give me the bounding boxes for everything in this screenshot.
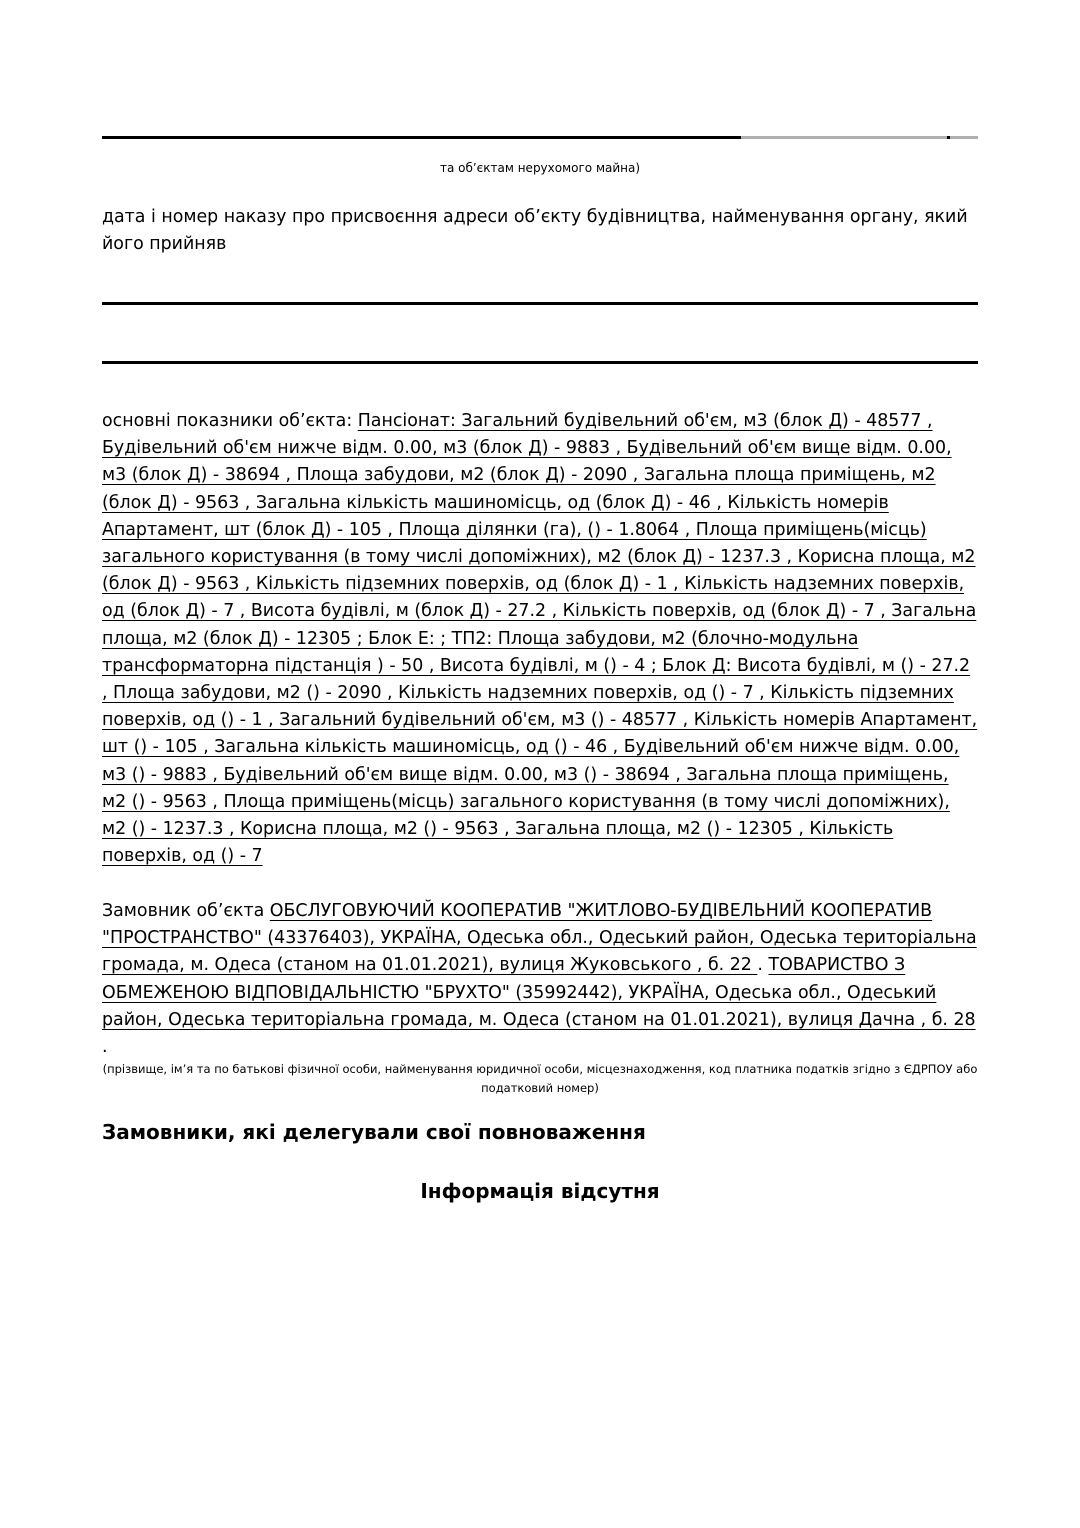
order-label: дата і номер наказу про присвоєння адреси об’єкту будівництва, найменування органу, який його прийняв <box>102 207 968 255</box>
order-rule-1 <box>102 302 978 305</box>
delegated-heading: Замовники, які делегували свої повноваження <box>102 1120 646 1144</box>
top-rule-dot <box>947 136 950 139</box>
customer-label: Замовник об’єкта <box>102 901 270 921</box>
delegated-info: Інформація відсутня <box>420 1179 660 1203</box>
header-caption: та об’єктам нерухомого майна) <box>439 161 641 175</box>
indicators-label: основні показники об’єкта: <box>102 411 358 431</box>
customer-entry-1: ОБСЛУГОВУЮЧИЙ КООПЕРАТИВ "ЖИТЛОВО-БУДІВЕЛЬНИЙ КООПЕРАТИВ "ПРОСТРАНСТВО" (43376403), УКРАЇНА, Одеська обл., Одеський район, Одеська територіальна громада, м. Одеса (станом на 01.01.2021), вулиця Жуковського , б. 22 <box>102 901 977 976</box>
customer-entry-2: ТОВАРИСТВО З ОБМЕЖЕНОЮ ВІДПОВІДАЛЬНІСТЮ "БРУХТО" (35992442), УКРАЇНА, Одеська обл., Одеський район, Одеська територіальна громада, м. Одеса (станом на 01.01.2021), вулиця Дачна , б. 28 <box>102 955 976 1030</box>
customer-caption: (прізвище, ім’я та по батькові фізичної особи, найменування юридичної особи, місцезнаходження, код платника податків згідно з ЄДРПОУ або податковий номер) <box>102 1062 978 1095</box>
indicators-value: Пансіонат: Загальний будівельний об'єм, м3 (блок Д) - 48577 , Будівельний об'єм нижче відм. 0.00, м3 (блок Д) - 9883 , Будівельний об'єм вище відм. 0.00, м3 (блок Д) - 38694 , Площа забудови, м2 (блок Д) - 2090 , Загальна площа приміщень, м2 (блок Д) - 9563 , Загальна кількість машиномісць, од (блок Д) - 46 , Кількість номерів Апартамент, шт (блок Д) - 105 , Площа ділянки (га), () - 1.8064 , Площа приміщень(місць) загального користування (в тому числі допоміжних), м2 (блок Д) - 1237.3 , Корисна площа, м2 (блок Д) - 9563 , Кількість підземних поверхів, од (блок Д) - 1 , Кількість надземних поверхів, од (блок Д) - 7 , Висота будівлі, м (блок Д) - 27.2 , Кількість поверхів, од (блок Д) - 7 , Загальна площа, м2 (блок Д) - 12305 ; Блок Е: ; ТП2: Площа забудови, м2 (блочно-модульна трансформаторна підстанція ) - 50 , Висота будівлі, м () - 4 ; Блок Д: Висота будівлі, м () - 27.2 , Площа забудови, м2 () - 2090 , Кількість надземних поверхів, од () - 7 , Кількість підземних поверхів, од () - 1 , Загальний будівельний об'єм, м3 () - 48577 , Кількість номерів Апартамент, шт () - 105 , Загальна кількість машиномісць, од () - 46 , Будівельний об'єм нижче відм. 0.00, м3 () - 9883 , Будівельний об'єм вище відм. 0.00, м3 () - 38694 , Загальна площа приміщень, м2 () - 9563 , Площа приміщень(місць) загального користування (в тому числі допоміжних), м2 () - 1237.3 , Корисна площа, м2 () - 9563 , Загальна площа, м2 () - 12305 , Кількість поверхів, од () - 7 <box>102 411 978 867</box>
customer-separator-2: . <box>102 1037 108 1058</box>
indicators-block <box>102 408 978 870</box>
customer-block <box>102 898 978 1061</box>
top-rule-dark <box>102 136 741 139</box>
top-rule <box>102 136 978 139</box>
order-rule-2 <box>102 361 978 364</box>
top-rule-light <box>741 136 978 139</box>
customer-separator-1: . <box>757 955 769 976</box>
